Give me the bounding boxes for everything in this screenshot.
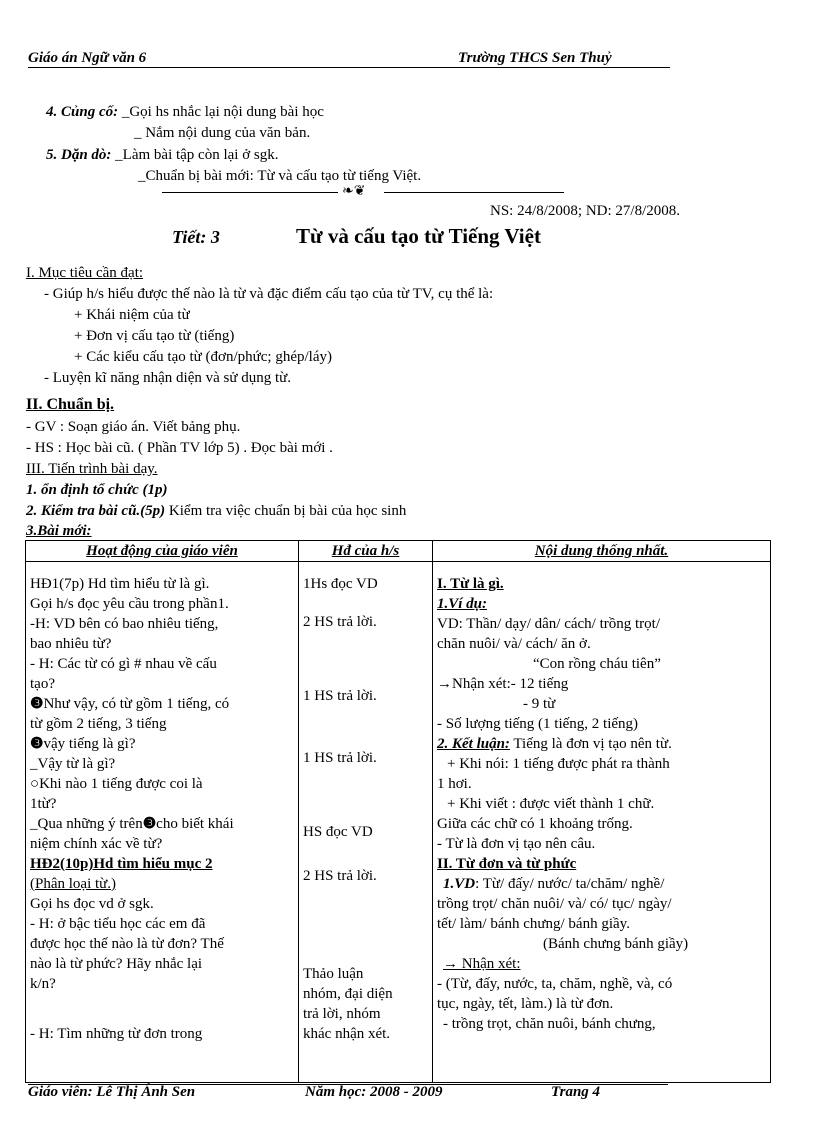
conclusion-label: 2. Kết luận: xyxy=(437,736,510,752)
content-line: - 9 từ xyxy=(523,696,556,712)
teacher-line xyxy=(30,694,294,714)
teacher-line: được học thế nào là từ đơn? Thế xyxy=(30,936,224,952)
cung-co-text-2: _ Nắm nội dung của văn bản. xyxy=(134,125,311,141)
teacher-line: - H: Tìm những từ đơn trong xyxy=(30,1026,203,1042)
teacher-line: từ gồm 2 tiếng, 3 tiếng xyxy=(30,716,167,732)
cung-co-line-1 xyxy=(46,104,324,121)
prep-gv: - GV : Soạn giáo án. Viết bảng phụ. xyxy=(26,419,241,435)
content-heading-1: I. Từ là gì. xyxy=(437,576,504,592)
teacher-line: k/n? xyxy=(30,976,56,992)
objective-line-3: + Đơn vị cấu tạo từ (tiếng) xyxy=(74,328,235,344)
objective-line-2: + Khái niệm của từ xyxy=(74,307,190,323)
header-rule xyxy=(28,67,670,68)
teacher-activities-cell xyxy=(26,562,299,1083)
student-line: HS đọc VD xyxy=(303,824,373,840)
teacher-line: 1từ? xyxy=(30,796,57,812)
section-2-heading: II. Chuẩn bị. xyxy=(26,396,115,413)
circle-bullet-icon: ○ xyxy=(30,776,40,792)
teacher-line xyxy=(30,734,294,754)
content-line: → Nhận xét: xyxy=(443,956,521,972)
col-header-student: Hđ của h/s xyxy=(299,541,433,562)
student-line: Thảo luận xyxy=(303,966,364,982)
content-line: - Từ là đơn vị tạo nên câu. xyxy=(437,836,596,852)
lesson-number: Tiết: 3 xyxy=(172,227,220,247)
student-line: 1 HS trả lời. xyxy=(303,688,377,704)
lesson-title: Từ và cấu tạo từ Tiếng Việt xyxy=(296,224,541,248)
teacher-line-text: Khi nào 1 tiếng được coi là xyxy=(39,776,203,792)
example-label: 1.VD xyxy=(443,876,476,892)
content-line: VD: Thần/ dạy/ dân/ cách/ trồng trọt/ xyxy=(437,616,661,632)
teacher-line xyxy=(30,774,294,794)
student-line: 1Hs đọc VD xyxy=(303,576,378,592)
bullet-icon: ❸ xyxy=(30,696,44,712)
student-line: trả lời, nhóm xyxy=(303,1006,381,1022)
content-line: →Nhận xét:- 12 tiếng xyxy=(437,676,569,692)
teacher-line: Gọi h/s đọc yêu cầu trong phần1. xyxy=(30,596,229,612)
step-2 xyxy=(26,503,406,520)
table-row xyxy=(26,562,771,1083)
dan-do-line-1 xyxy=(46,147,278,164)
step-3: 3.Bài mới: xyxy=(26,523,92,539)
lesson-dates: NS: 24/8/2008; ND: 27/8/2008. xyxy=(490,203,681,219)
objective-line-4: + Các kiểu cấu tạo từ (đơn/phức; ghép/láy) xyxy=(74,349,332,365)
content-line: - (Từ, đấy, nước, ta, chăm, nghề, và, có xyxy=(437,976,673,992)
teacher-line: - H: Các từ có gì # nhau về cấu xyxy=(30,656,217,672)
objective-line-1: - Giúp h/s hiểu được thế nào là từ và đặc điểm cấu tạo của từ TV, cụ thể là: xyxy=(44,286,494,302)
content-line: chăn nuôi/ và/ cách/ ăn ở. xyxy=(437,636,591,652)
section-1-heading-text: I. Mục tiêu cần đạt: xyxy=(26,265,144,281)
content-line: (Bánh chưng bánh giầy) xyxy=(543,936,689,952)
table-header-row xyxy=(26,541,771,562)
content-line: 1 hơi. xyxy=(437,776,472,792)
teacher-line: niệm chính xác về từ? xyxy=(30,836,163,852)
content-line: trồng trọt/ chăn nuôi/ và/ có/ tục/ ngày/ xyxy=(437,896,672,912)
teacher-line: tạo? xyxy=(30,676,55,692)
student-activities-cell xyxy=(299,562,433,1083)
student-line: nhóm, đại diện xyxy=(303,986,393,1002)
teacher-line-text: Như vậy, có từ gồm 1 tiếng, có xyxy=(43,696,230,712)
objective-line-5: - Luyện kĩ năng nhận diện và sử dụng từ. xyxy=(44,370,292,386)
step-2-text: Kiểm tra việc chuẩn bị bài của học sinh xyxy=(168,503,407,519)
teacher-line-text: vậy tiếng là gì? xyxy=(43,736,136,752)
teacher-line: _Vậy từ là gì? xyxy=(30,756,116,772)
col-header-teacher: Hoạt động của giáo viên xyxy=(26,541,299,562)
student-line: khác nhận xét. xyxy=(303,1026,391,1042)
footer-year: Năm học: 2008 - 2009 xyxy=(305,1084,443,1100)
content-line: - trồng trọt, chăn nuôi, bánh chưng, xyxy=(443,1016,656,1032)
teacher-line: Gọi hs đọc vd ở sgk. xyxy=(30,896,154,912)
header-left: Giáo án Ngữ văn 6 xyxy=(28,50,147,66)
dan-do-text-1: _Làm bài tập còn lại ở sgk. xyxy=(115,147,279,163)
content-line: + Khi nói: 1 tiếng được phát ra thành xyxy=(447,756,670,772)
prep-hs: - HS : Học bài cũ. ( Phần TV lớp 5) . Đọc bài mới . xyxy=(26,440,333,456)
teacher-line: -H: VD bên có bao nhiêu tiếng, xyxy=(30,616,219,632)
content-line xyxy=(437,734,766,754)
teacher-line xyxy=(30,814,294,834)
footer-page: Trang 4 xyxy=(551,1084,601,1100)
dan-do-text-2: _Chuẩn bị bài mới: Từ và cấu tạo từ tiếng Việt. xyxy=(138,168,422,184)
content-line: - Số lượng tiếng (1 tiếng, 2 tiếng) xyxy=(437,716,639,732)
teacher-line-text: _Qua những ý trên xyxy=(30,816,143,832)
section-3-heading: III. Tiến trình bài dạy. xyxy=(26,461,158,477)
content-line xyxy=(437,874,766,894)
teacher-line: bao nhiêu từ? xyxy=(30,636,112,652)
header-right: Trường THCS Sen Thuỷ xyxy=(458,50,612,66)
content-line: “Con rồng cháu tiên” xyxy=(533,656,661,672)
teacher-line: HĐ1(7p) Hd tìm hiểu từ là gì. xyxy=(30,576,210,592)
content-line-text: : Từ/ đấy/ nước/ ta/chăm/ nghề/ xyxy=(475,876,665,892)
step-1: 1. ổn định tổ chức (1p) xyxy=(26,482,168,498)
content-line: Giữa các chữ có 1 khoảng trống. xyxy=(437,816,633,832)
student-line: 2 HS trả lời. xyxy=(303,614,377,630)
section-1-heading xyxy=(26,265,143,282)
agreed-content-cell xyxy=(433,562,771,1083)
content-line: + Khi viết : được viết thành 1 chữ. xyxy=(447,796,655,812)
divider-left xyxy=(162,192,338,193)
step-2-label: 2. Kiểm tra bài cũ.(5p) xyxy=(26,503,166,519)
lesson-table xyxy=(25,540,771,1083)
content-line: 1.Ví dụ: xyxy=(437,596,488,612)
teacher-line-text: cho biết khái xyxy=(156,816,234,832)
teacher-line: (Phân loại từ.) xyxy=(30,876,117,892)
student-line: 1 HS trả lời. xyxy=(303,750,377,766)
content-line: tục, ngày, tết, làm.) là từ đơn. xyxy=(437,996,614,1012)
student-line: 2 HS trả lời. xyxy=(303,868,377,884)
content-heading-2: II. Từ đơn và từ phức xyxy=(437,856,577,872)
footer-teacher: Giáo viên: Lê Thị Ánh Sen xyxy=(28,1084,196,1100)
bullet-icon: ❸ xyxy=(142,816,157,832)
col-header-content: Nội dung thống nhất. xyxy=(433,541,771,562)
divider-ornament-icon: ❧❦ xyxy=(342,184,366,199)
cung-co-text-1: _Gọi hs nhắc lại nội dung bài học xyxy=(121,104,324,120)
teacher-line-activity-2: HĐ2(10p)Hd tìm hiểu mục 2 xyxy=(30,856,213,872)
content-line-text: Tiếng là đơn vị tạo nên từ. xyxy=(513,736,672,752)
cung-co-label: 4. Củng cố: xyxy=(46,104,119,120)
content-line: tết/ làm/ bánh chưng/ bánh giầy. xyxy=(437,916,630,932)
teacher-line: nào là từ phức? Hãy nhắc lại xyxy=(30,956,203,972)
divider-right xyxy=(384,192,564,193)
bullet-icon: ❸ xyxy=(30,736,44,752)
teacher-line: - H: ở bậc tiểu học các em đã xyxy=(30,916,206,932)
dan-do-label: 5. Dặn dò: xyxy=(46,147,112,163)
